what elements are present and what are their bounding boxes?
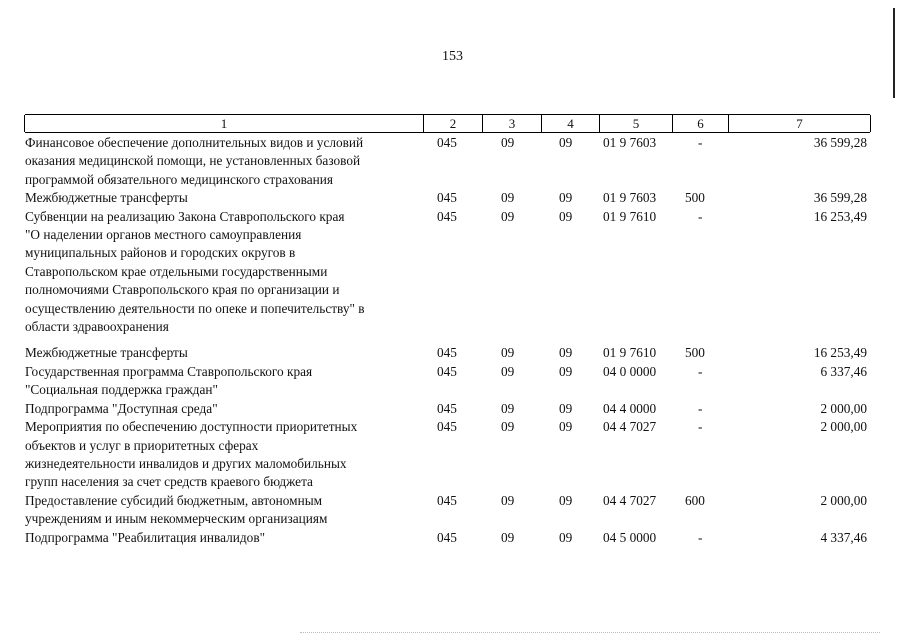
table-row (25, 208, 875, 337)
header-col-3: 3 (482, 115, 541, 132)
description-line: осуществлению деятельности по опеке и попечительству" в (25, 300, 365, 316)
admin-code: 045 (437, 345, 457, 361)
header-col-7: 7 (728, 115, 871, 132)
target-article-code: 01 9 7603 (603, 190, 657, 206)
description-line: Межбюджетные трансферты (25, 345, 188, 361)
amount: 6 337,46 (820, 363, 867, 379)
row-description (25, 344, 423, 362)
description-line: области здравоохранения (25, 319, 169, 335)
description-line: Межбюджетные трансферты (25, 190, 188, 206)
row-description (25, 363, 423, 400)
section-code: 09 (501, 345, 515, 361)
description-line: учреждениям и иным некоммерческим организациям (25, 511, 328, 527)
header-col-5: 5 (599, 115, 672, 132)
subsection-code: 09 (559, 208, 573, 224)
target-article-code: 01 9 7603 (603, 135, 657, 150)
header-col-6: 6 (672, 115, 728, 132)
subsection-code: 09 (559, 345, 573, 361)
admin-code: 045 (437, 529, 457, 545)
row-description (25, 134, 423, 189)
expense-type-code: - (698, 363, 703, 379)
description-line: Предоставление субсидий бюджетным, автономным (25, 492, 323, 508)
section-code: 09 (501, 529, 515, 545)
row-description (25, 208, 423, 337)
section-code: 09 (501, 208, 515, 224)
row-description (25, 400, 423, 418)
admin-code: 045 (437, 190, 457, 206)
header-col-4: 4 (541, 115, 599, 132)
subsection-code: 09 (559, 400, 573, 416)
table-row (25, 189, 875, 207)
admin-code: 045 (437, 208, 457, 224)
amount: 2 000,00 (820, 492, 867, 508)
section-code: 09 (501, 419, 515, 435)
table-row (25, 492, 875, 529)
description-line: муниципальных районов и городских округов в (25, 245, 296, 261)
expense-type-code: - (698, 208, 703, 224)
subsection-code: 09 (559, 190, 573, 206)
subsection-code: 09 (559, 363, 573, 379)
subsection-code: 09 (559, 135, 573, 150)
description-line: "Социальная поддержка граждан" (25, 382, 218, 398)
description-line: "О наделении органов местного самоуправления (25, 227, 302, 243)
expense-type-code: - (698, 400, 703, 416)
expense-type-code: - (698, 529, 703, 545)
admin-code: 045 (437, 492, 457, 508)
admin-code: 045 (437, 400, 457, 416)
subsection-code: 09 (559, 529, 573, 545)
description-line: жизнедеятельности инвалидов и других маломобильных (25, 455, 347, 471)
section-code: 09 (501, 363, 515, 379)
description-line: полномочиями Ставропольского края по организации и (25, 282, 340, 298)
amount: 36 599,28 (813, 135, 867, 150)
description-line: Государственная программа Ставропольского края (25, 363, 313, 379)
section-code: 09 (501, 190, 515, 206)
expense-type-code: - (698, 419, 703, 435)
description-line: Субвенции на реализацию Закона Ставропольского края (25, 208, 345, 224)
row-description (25, 189, 423, 207)
description-line: объектов и услуг в приоритетных сферах (25, 437, 259, 453)
target-article-code: 04 4 7027 (603, 492, 657, 508)
row-description (25, 492, 423, 529)
page-number: 153 (442, 49, 463, 64)
table-body (25, 134, 875, 547)
amount: 16 253,49 (813, 345, 867, 361)
subsection-code: 09 (559, 419, 573, 435)
scan-artifact (300, 632, 880, 635)
target-article-code: 04 0 0000 (603, 363, 657, 379)
description-line: Мероприятия по обеспечению доступности приоритетных (25, 419, 358, 435)
amount: 2 000,00 (820, 400, 867, 416)
section-code: 09 (501, 135, 515, 150)
section-code: 09 (501, 400, 515, 416)
subsection-code: 09 (559, 492, 573, 508)
table-row (25, 529, 875, 547)
description-line: Финансовое обеспечение дополнительных видов и условий (25, 135, 364, 150)
target-article-code: 04 4 7027 (603, 419, 657, 435)
description-line: Ставропольском крае отдельными государственными (25, 263, 328, 279)
table-row (25, 400, 875, 418)
description-line: групп населения за счет средств краевого бюджета (25, 474, 313, 490)
row-description (25, 418, 423, 492)
table-row (25, 344, 875, 362)
expense-type-code: - (698, 135, 703, 150)
table-row (25, 363, 875, 400)
target-article-code: 01 9 7610 (603, 208, 657, 224)
amount: 16 253,49 (813, 208, 867, 224)
amount: 36 599,28 (813, 190, 867, 206)
description-line: оказания медицинской помощи, не установленных базовой (25, 153, 361, 169)
admin-code: 045 (437, 135, 457, 150)
expense-type-code: 600 (685, 492, 705, 508)
amount: 4 337,46 (820, 529, 867, 545)
description-line: программой обязательного медицинского страхования (25, 171, 333, 187)
expense-type-code: 500 (685, 190, 705, 206)
description-line: Подпрограмма "Реабилитация инвалидов" (25, 529, 266, 545)
target-article-code: 01 9 7610 (603, 345, 657, 361)
description-line: Подпрограмма "Доступная среда" (25, 400, 218, 416)
expense-type-code: 500 (685, 345, 705, 361)
scan-edge-line (893, 8, 895, 98)
amount: 2 000,00 (820, 419, 867, 435)
header-col-2: 2 (423, 115, 482, 132)
header-col-1: 1 (24, 115, 423, 132)
target-article-code: 04 4 0000 (603, 400, 657, 416)
section-code: 09 (501, 492, 515, 508)
table-row (25, 418, 875, 492)
admin-code: 045 (437, 419, 457, 435)
row-description (25, 529, 423, 547)
admin-code: 045 (437, 363, 457, 379)
table-row (25, 134, 875, 189)
target-article-code: 04 5 0000 (603, 529, 657, 545)
